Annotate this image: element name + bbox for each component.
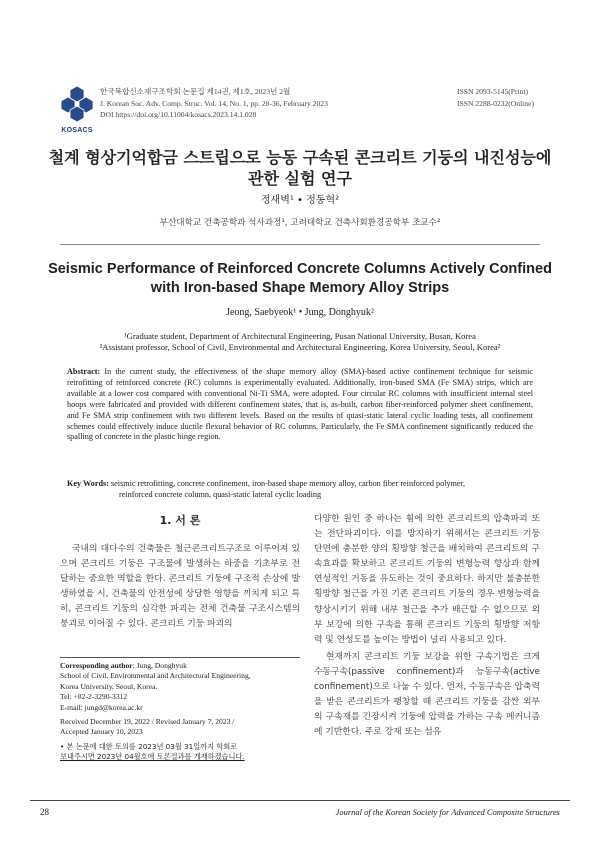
issn-online: ISSN 2288-0232(Online) (457, 98, 534, 108)
title-english-line1: Seismic Performance of Reinforced Concrete Columns Actively Confined (48, 261, 552, 277)
corr-address2: Korea University, Seoul, Korea. (60, 681, 158, 691)
abstract-label: Abstract: (67, 367, 101, 376)
submission-dates (60, 717, 300, 738)
affiliation-2: ²Assistant professor, School of Civil, Environmental and Architectural Engineering, Korea University, Seoul, Korea² (99, 342, 501, 352)
journal-citation: J. Korean Soc. Adv. Comp. Struc. Vol. 14, No. 1, pp. 28-36, February 2023 (100, 98, 328, 108)
authors-korean: 정새벽¹ • 정동혁² (260, 195, 340, 206)
doi-link[interactable]: DOI https://doi.org/10.11004/kosacs.2023.14.1.028 (100, 110, 257, 119)
authors-english: Jeong, Saebyeok¹ • Jung, Donghyuk² (226, 307, 374, 318)
note-line1: • 본 논문에 대한 토의를 2023년 03월 31일까지 학회로 (60, 742, 238, 751)
issn-block (457, 86, 534, 109)
affiliation-1: ¹Graduate student, Department of Architectural Engineering, Pusan National University, Busan, Korea (124, 331, 476, 341)
title-korean (40, 147, 560, 189)
divider (60, 244, 540, 245)
journal-footer: Journal of the Korean Society for Advanced Composite Structures (335, 807, 560, 817)
abstract-text: In the current study, the effectiveness of the shape memory alloy (SMA)-based active confinement technique for seismic retrofitting of reinforced concrete (RC) columns is experimentally evaluated. Additionally, iron-based SMA (Fe SMA) strips, which are available at a lower cost compared with conventional Ni-Ti SMA, were adopted. Four circular RC columns with insufficient internal steel hoops were fabricated and provided with different confinement states, that is, as-built, carbon fiber-reinforced polymer sheet confinement, and Fe SMA strip confinement with two different levels. Based on the results of quasi-static lateral cyclic loading tests, all confinement schemes could effectively induce ductile flexural behavior of RC columns. Particularly, the Fe SMA confinement significantly reduced the spalling of concrete in the plastic hinge region. (67, 367, 534, 442)
keywords-text-cont: reinforced concrete column, quasi-static lateral cyclic loading (119, 489, 322, 499)
keywords (67, 479, 533, 501)
affiliation-english (0, 331, 600, 353)
footer-divider (30, 800, 570, 801)
intro-paragraph-right-2: 현재까지 콘크리트 기둥 보강을 위한 구속기법은 크게 수동구속(passive confinement)과 능동구속(active confinement)으로 나눌 수 있다. 먼저, 수동구속은 압축력을 받은 콘크리트가 팽창할 때 콘크리트 기둥을 감싼 외부의 구속재를 긴장시켜 기둥에 압력을 가하는 구속 메커니즘에 기반한다. 주로 강재 또는 섬유 (314, 651, 540, 738)
title-english (40, 260, 560, 298)
keywords-label: Key Words: (67, 479, 109, 488)
corr-address1: School of Civil, Environmental and Architectural Engineering, (60, 671, 251, 681)
logo-wordmark: KOSACS (61, 127, 93, 134)
corr-email[interactable]: E-mail: jungd@korea.ac.kr (60, 702, 143, 712)
intro-right-column (314, 512, 540, 740)
abstract (67, 367, 533, 443)
dates-line2: Accepted January 10, 2023 (60, 727, 143, 737)
discussion-note (60, 742, 300, 762)
affiliation-korean: 부산대학교 건축공학과 석사과정¹, 고려대학교 건축사회환경공학부 조교수² (159, 218, 441, 228)
intro-paragraph-left: 국내의 대다수의 건축물은 철근콘크리트구조로 이루어져 있으며 콘크리트 기둥은 구조물에 발생하는 하중을 기초부로 전달하는 중요한 역할을 한다. 콘크리트 기둥에 구조적 손상에 발생하였을 시, 건축물의 안전성에 상당한 영향을 끼치게 되고 특히, 콘크리트 기둥의 심각한 파괴는 전체 건축물 구조시스템의 붕괴로 이어질 수 있다. 콘크리트 기둥 파괴의 (60, 544, 300, 630)
journal-header (100, 86, 328, 121)
title-english-line2: with Iron-based Shape Memory Alloy Strips (150, 280, 450, 296)
intro-paragraph-right-1: 다양한 원인 중 하나는 휨에 의한 콘크리트의 압축파괴 또는 전단파괴이다. 이를 방지하기 위해서는 콘크리트 기둥 단면에 충분한 양의 횡방향 철근을 배치하여 콘크리트의 구속효과를 확보하고 콘크리트 기둥의 변형능력 향상과 함께 연성적인 거동을 유도하는 것이 중요하다. 하지만 불충분한 횡방향 철근을 가진 기존 콘크리트 기둥의 경우 변형능력을 향상시키기 위해 내부 철근을 추가 배근할 수 없으므로 외부 보강에 의한 구속을 통해 콘크리트 기둥의 횡방향 저항력 및 연성도를 높이는 방법이 널리 사용되고 있다. (314, 514, 540, 645)
title-korean-line1: 철계 형상기억합금 스트립으로 능동 구속된 콘크리트 기둥의 내진성능에 (48, 148, 552, 167)
journal-name-ko: 한국복합신소재구조학회 논문집 제14권, 제1호, 2023년 2월 (100, 87, 291, 96)
journal-logo (60, 84, 94, 124)
note-line2: 보내주시면 2023년 04월호에 토론결과를 게재하겠습니다. (60, 752, 245, 761)
corresponding-author (60, 657, 300, 713)
dates-line1: Received December 19, 2022 / Revised January 7, 2023 / (60, 717, 235, 726)
corr-label: Corresponding author (60, 661, 133, 670)
issn-print: ISSN 2093-5145(Print) (457, 87, 529, 96)
corr-name: : Jung, Donghyuk (132, 661, 187, 670)
page-number: 28 (40, 807, 49, 817)
title-korean-line2: 관한 실험 연구 (248, 169, 352, 188)
section-title: 1. 서 론 (159, 514, 201, 527)
corr-tel: Tel: +82-2-3290-3312 (60, 692, 128, 702)
keywords-text: seismic retrofitting, concrete confinement, iron-based shape memory alloy, carbon fiber reinforced polymer, (110, 479, 466, 488)
